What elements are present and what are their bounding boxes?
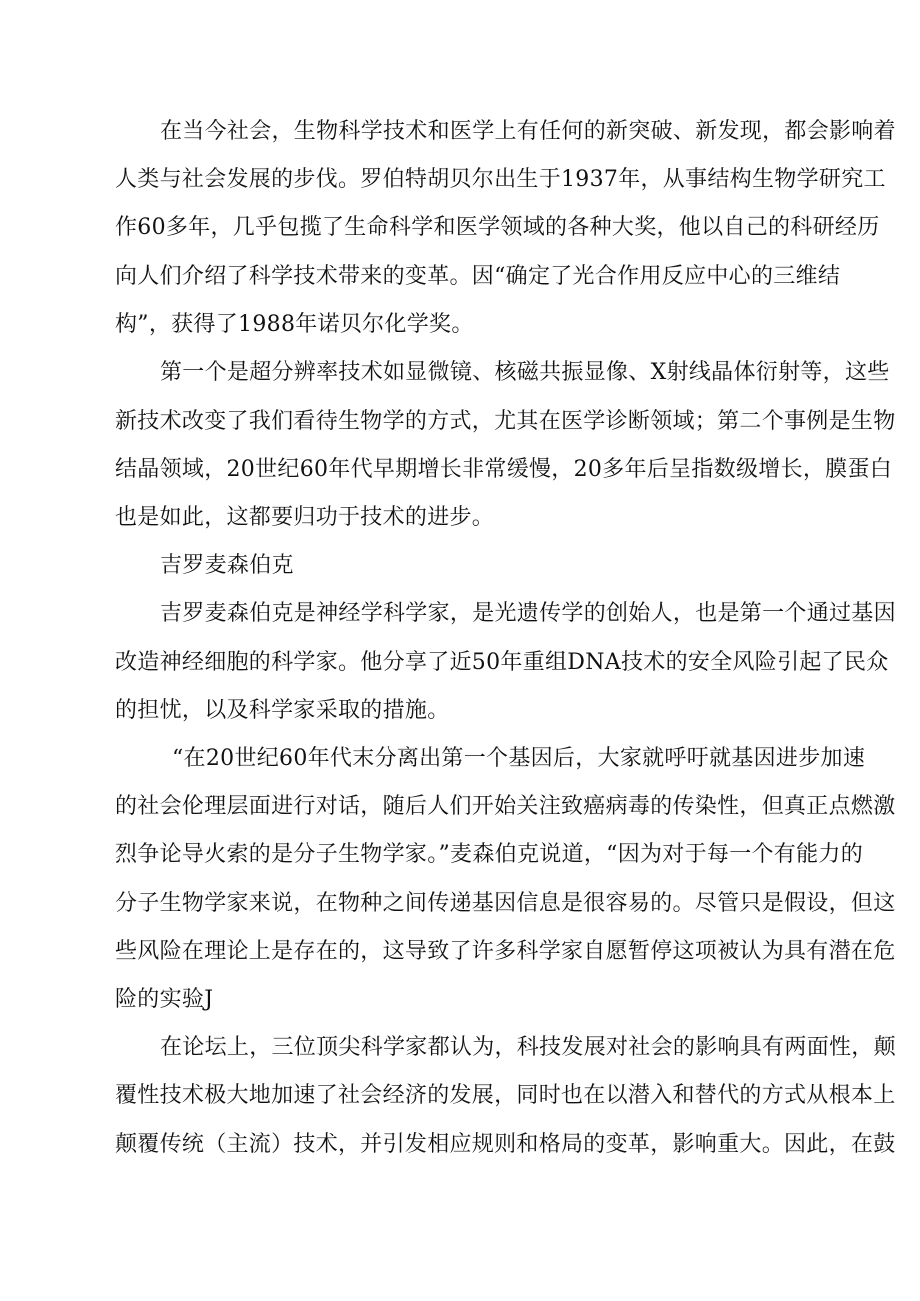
paragraph-1-line-3: 作60多年，几乎包揽了生命科学和医学领域的各种大奖，他以自己的科研经历 (115, 215, 880, 240)
paragraph-4-line-2: 的社会伦理层面进行对话，随后人们开始关注致癌病毒的传染性，但真正点燃激 (115, 794, 896, 819)
paragraph-4-line-6: 险的实验J (115, 987, 214, 1012)
paragraph-4-line-1: “在20世纪60年代末分离出第一个基因后，大家就呼吁就基因进步加速 (172, 746, 866, 771)
section-heading: 吉罗麦森伯克 (160, 553, 294, 578)
paragraph-3-line-3: 的担忧，以及科学家采取的措施。 (115, 698, 450, 723)
paragraph-4-line-5: 些风险在理论上是存在的，这导致了许多科学家自愿暂停这项被认为具有潜在危 (115, 939, 896, 964)
paragraph-4-line-4: 分子生物学家来说，在物种之间传递基因信息是很容易的。尽管只是假设，但这 (115, 891, 896, 916)
paragraph-2-line-3: 结晶领域，20世纪60年代早期增长非常缓慢，20多年后呈指数级增长，膜蛋白 (115, 457, 893, 482)
paragraph-2-line-4: 也是如此，这都要归功于技术的进步。 (115, 505, 495, 530)
paragraph-2-line-2: 新技术改变了我们看待生物学的方式，尤其在医学诊断领域；第二个事例是生物 (115, 409, 896, 434)
paragraph-1-line-2: 人类与社会发展的步伐。罗伯特胡贝尔出生于1937年，从事结构生物学研究工 (115, 167, 886, 192)
paragraph-3-line-2: 改造神经细胞的科学家。他分享了近50年重组DNA技术的安全风险引起了民众 (115, 650, 889, 675)
paragraph-5-line-2: 覆性技术极大地加速了社会经济的发展，同时也在以潜入和替代的方式从根本上 (115, 1083, 896, 1108)
paragraph-2-line-1: 第一个是超分辨率技术如显微镜、核磁共振显像、X射线晶体衍射等，这些 (160, 360, 890, 385)
paragraph-3-line-1: 吉罗麦森伯克是神经学科学家，是光遗传学的创始人，也是第一个通过基因 (160, 601, 896, 626)
paragraph-1-line-1: 在当今社会，生物科学技术和医学上有任何的新突破、新发现，都会影响着 (160, 119, 896, 144)
paragraph-1-line-5: 构”，获得了1988年诺贝尔化学奖。 (115, 312, 474, 337)
paragraph-1-line-4: 向人们介绍了科学技术带来的变革。因“确定了光合作用反应中心的三维结 (115, 264, 841, 289)
paragraph-4-line-3: 烈争论导火索的是分子生物学家。”麦森伯克说道，“因为对于每一个有能力的 (115, 842, 863, 867)
paragraph-5-line-1: 在论坛上，三位顶尖科学家都认为，科技发展对社会的影响具有两面性，颠 (160, 1035, 896, 1060)
paragraph-5-line-3: 颠覆传统（主流）技术，并引发相应规则和格局的变革，影响重大。因此，在鼓 (115, 1132, 896, 1157)
